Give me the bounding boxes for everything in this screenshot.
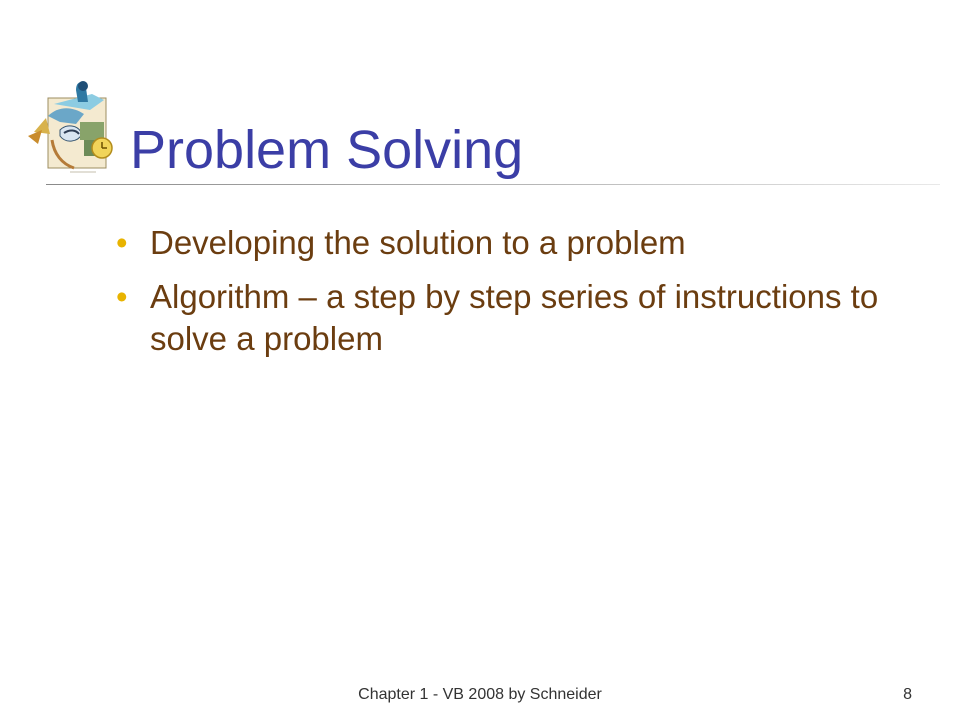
bullet-list xyxy=(116,222,896,372)
list-item xyxy=(116,222,896,264)
slide-title: Problem Solving xyxy=(130,120,524,180)
bullet-icon: • xyxy=(116,278,128,315)
footer-text: Chapter 1 - VB 2008 by Schneider xyxy=(358,686,602,703)
title-divider xyxy=(46,184,940,185)
bullet-text: Developing the solution to a problem xyxy=(150,224,686,261)
bullet-text: Algorithm – a step by step series of instructions to solve a problem xyxy=(150,278,879,357)
clipart-face-clock-icon xyxy=(18,76,130,188)
list-item xyxy=(116,276,896,360)
bullet-icon: • xyxy=(116,224,128,261)
page-number: 8 xyxy=(903,686,912,703)
